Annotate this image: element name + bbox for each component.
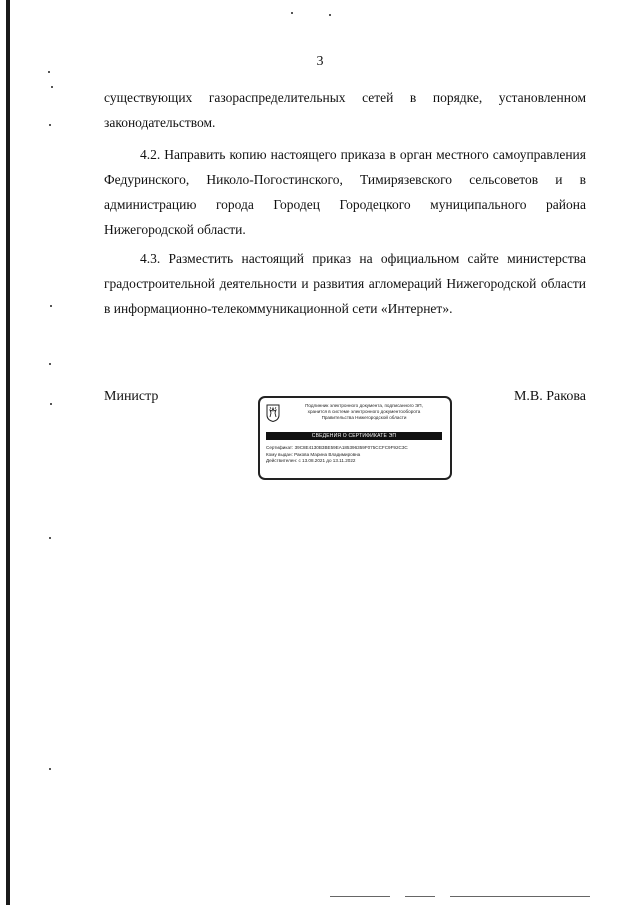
certificate-value: 39C8E4130B3BE59EA185396359F075CCFC9F92C3C [294,445,408,450]
electronic-signature-stamp [258,396,452,480]
scan-left-edge [6,0,10,905]
paragraph-text: 4.3. Разместить настоящий приказ на официальном сайте министерства градостроительной деятельности и развития агломераций Нижегородской области в информационно-телекоммуникационной сети «Интернет». [104,251,586,316]
stamp-header-line: Правительства Нижегородской области [321,415,407,420]
scan-speck [49,363,51,365]
scan-speck [51,86,53,88]
paragraph-text: существующих газораспределительных сетей в порядке, установленном законодательством. [104,90,586,130]
page-number: 3 [316,54,324,69]
scan-speck [49,768,51,770]
signer-position: Министр [104,389,159,404]
valid-row [266,458,444,465]
scan-bottom-line [330,896,390,897]
stamp-header-line: хранится в системе электронного документооборота [307,409,421,414]
scan-speck [50,305,52,307]
scan-speck [48,71,50,73]
valid-label: Действителен: [266,458,298,463]
certificate-label: Сертификат: [266,445,294,450]
stamp-title-bar: СВЕДЕНИЯ О СЕРТИФИКАТЕ ЭП [266,432,442,440]
scan-speck [49,124,51,126]
scan-speck [50,403,52,405]
issued-to-label: Кому выдан: [266,451,293,457]
scan-bottom-line [405,896,435,897]
scan-speck [291,12,293,14]
valid-value: с 13.08.2021 до 13.11.2022 [298,458,356,463]
issued-to-value: Ракова Марина Владимировна [294,451,361,457]
stamp-certificate-info [266,445,444,465]
stamp-header-line: Подлинник электронного документа, подписанного ЭП, [305,403,423,408]
paragraph-4-3 [104,246,586,321]
scan-speck [329,14,331,16]
scan-speck [49,537,51,539]
paragraph-continuation [104,85,586,135]
deer-emblem-icon [266,404,280,422]
stamp-header [284,403,444,421]
paragraph-4-2 [104,142,586,242]
scan-bottom-line [450,896,590,897]
signer-name: М.В. Ракова [513,389,586,404]
paragraph-text: 4.2. Направить копию настоящего приказа в орган местного самоуправления Федуринского, Николо-Погостинского, Тимирязевского сельсоветов и в администрацию города Городец Городецкого муниципального района Нижегородской области. [104,147,586,237]
